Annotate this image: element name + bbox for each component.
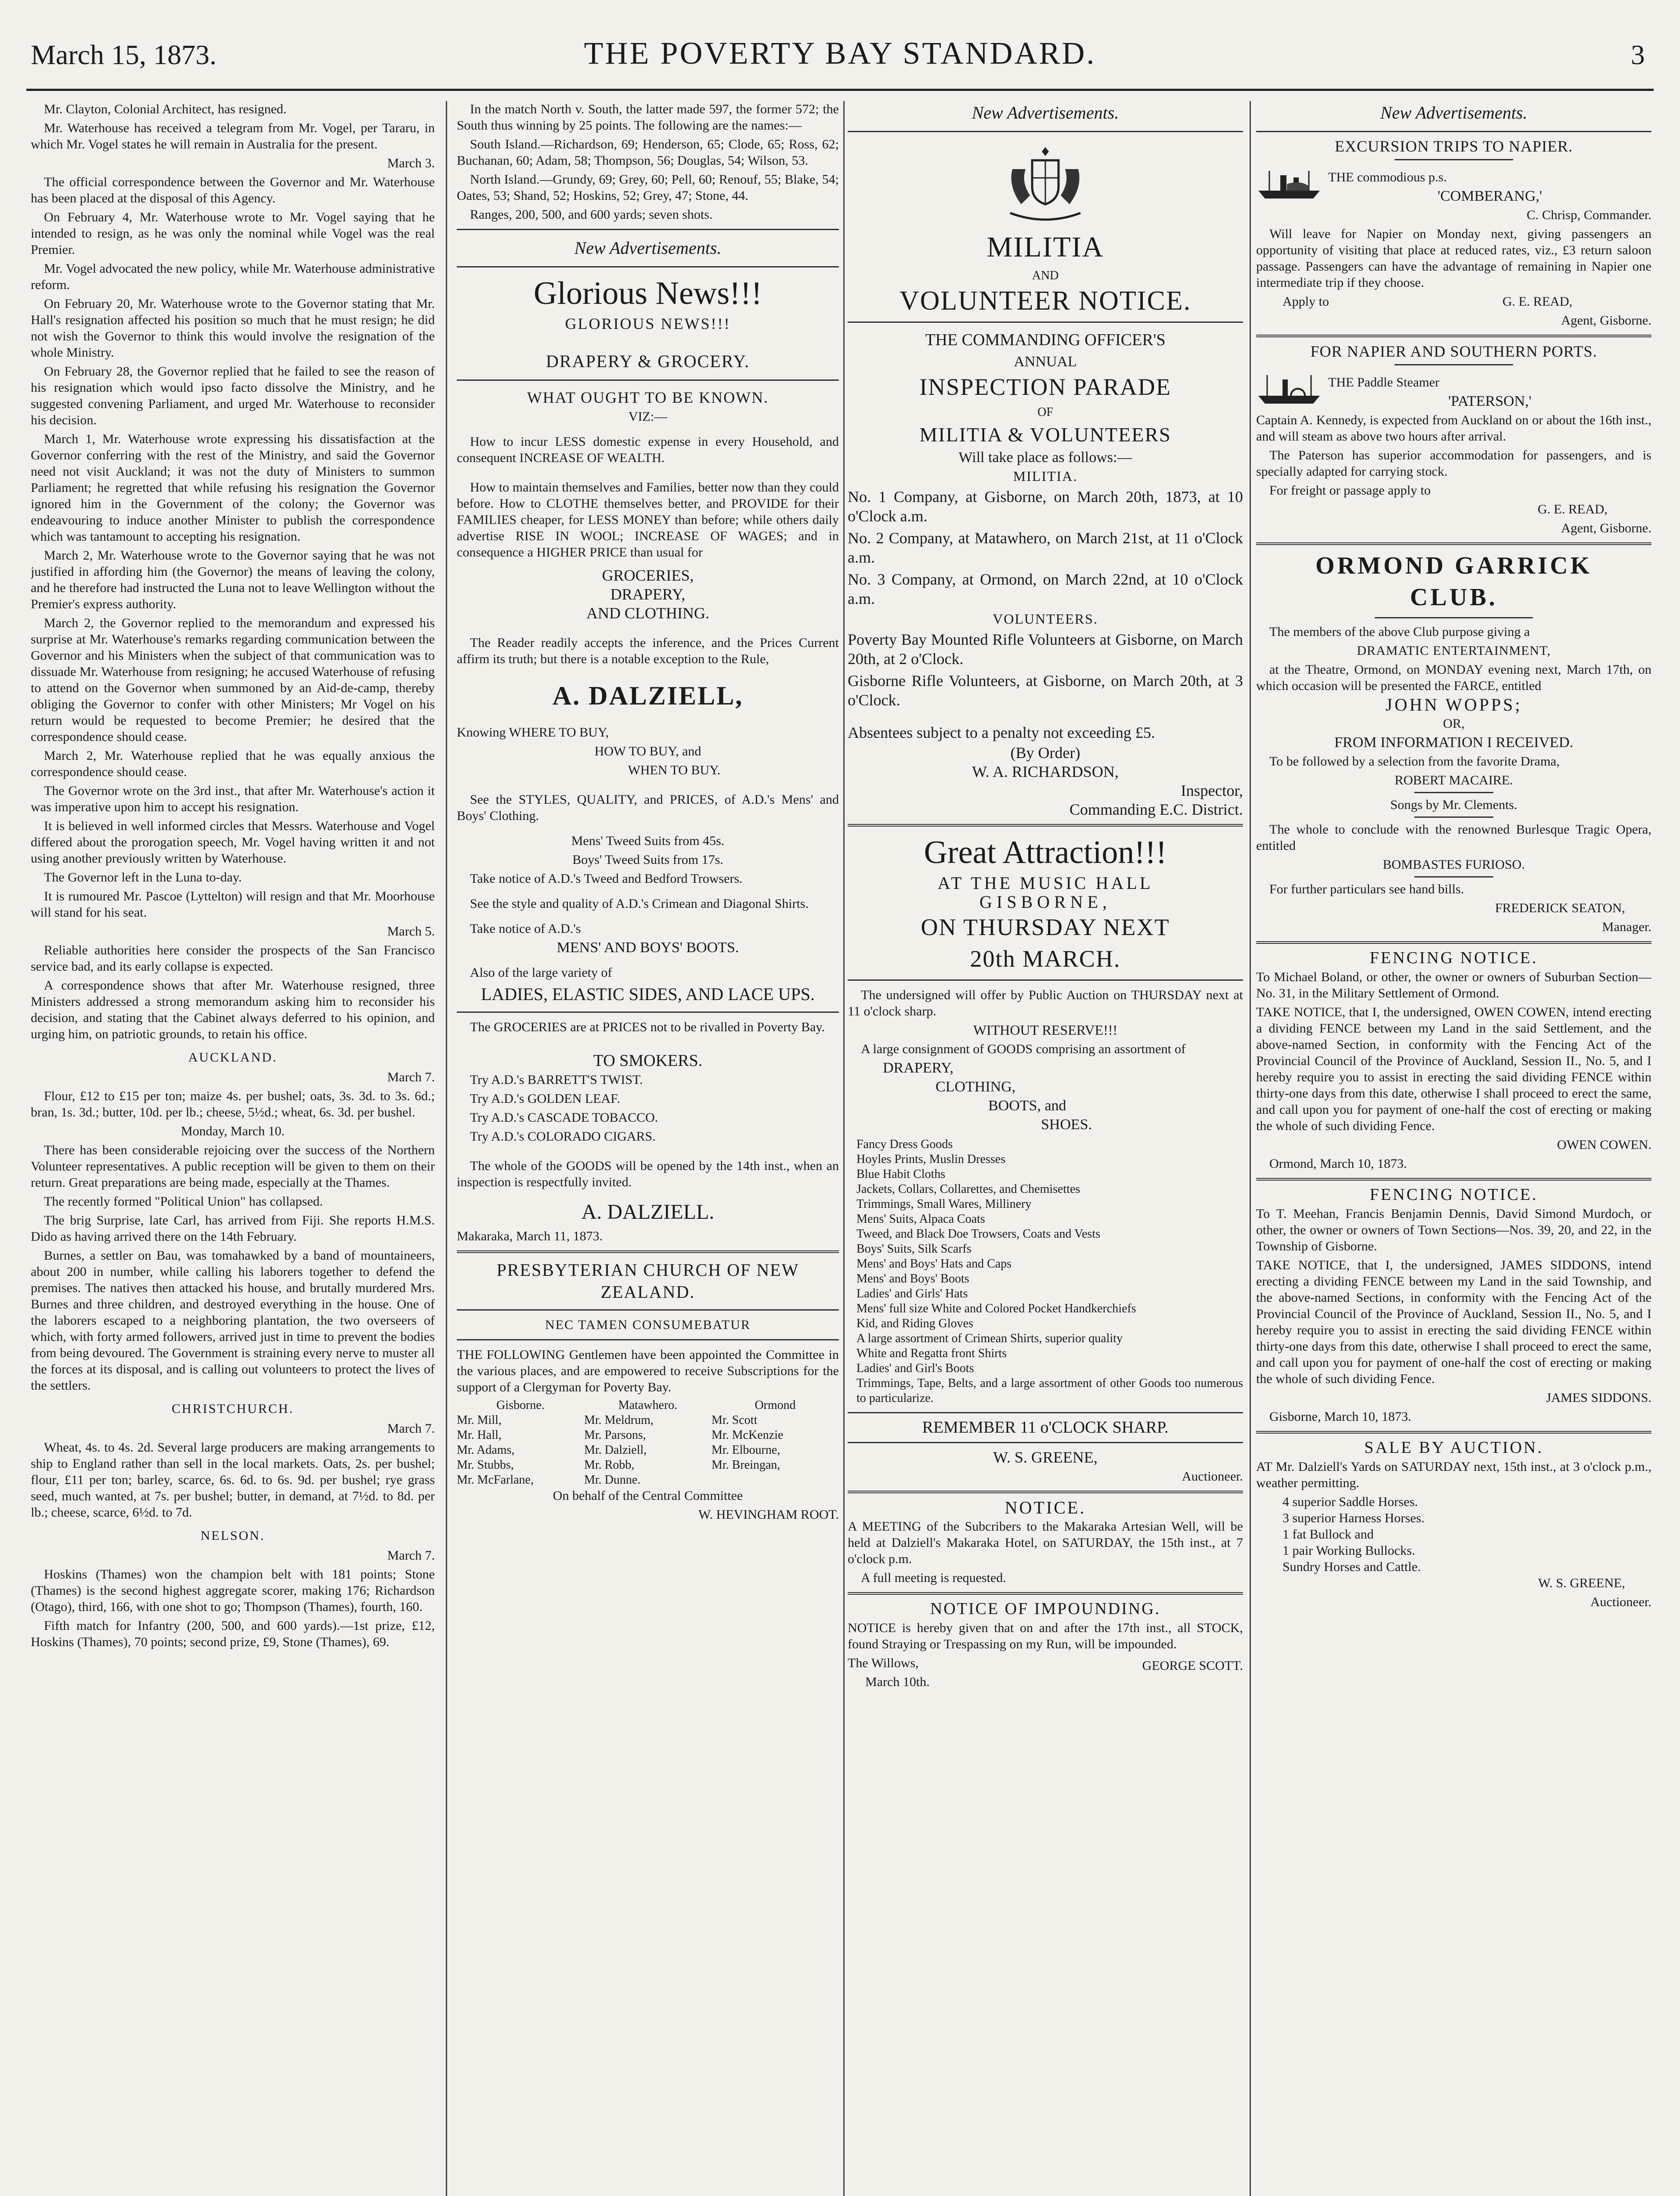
ad-item: BOOTS, and	[988, 1098, 1066, 1114]
ad-text: The members of the above Club purpose giving a	[1269, 625, 1530, 639]
list-item: Ladies' and Girl's Boots	[856, 1362, 974, 1375]
ad-item: Songs by Mr. Clements.	[1390, 798, 1517, 812]
list-item: Trimmings, Small Wares, Millinery	[856, 1197, 1032, 1211]
ad-heading: WHAT OUGHT TO BE KNOWN.	[527, 389, 769, 406]
news-paragraph: North Island.—Grundy, 69; Grey, 60; Pell, 60; Renouf, 55; Blake, 54; Oates, 53; Shand, 52; Hoskins, 52; Grey, 47; Stone, 44.	[457, 172, 839, 203]
list-item: 4 superior Saddle Horses.	[1283, 1495, 1418, 1509]
news-paragraph: Mr. Waterhouse has received a telegram from Mr. Vogel, per Tararu, in which Mr. Vogel states he will remain in Australia for the present.	[31, 121, 435, 152]
livestock-list	[1256, 1494, 1651, 1575]
list-item: 1 pair Working Bullocks.	[1283, 1543, 1416, 1558]
news-paragraph: Ranges, 200, 500, and 600 yards; seven shots.	[470, 207, 713, 222]
notice-heading: MILITIA & VOLUNTEERS	[919, 423, 1171, 446]
committee-member: Mr. Stubbs,	[457, 1458, 514, 1472]
news-paragraph: Reliable authorities here consider the prospects of the San Francisco service bad, and its early collapse is expected.	[31, 943, 435, 974]
list-item: Boys' Suits, Silk Scarfs	[856, 1242, 972, 1256]
impounding-notice	[848, 1600, 1243, 1689]
ad-text: The whole of the GOODS will be opened by the 14th inst., when an inspection is respectfully invited.	[457, 1159, 839, 1189]
notice-heading: NOTICE OF IMPOUNDING.	[930, 1600, 1161, 1618]
notice-text: A MEETING of the Subcribers to the Makaraka Artesian Well, will be held at Dalziell's Makaraka Hotel, on SATURDAY, the 15th inst., at 7 o'clock p.m.	[848, 1519, 1243, 1566]
divider	[457, 1309, 839, 1311]
ad-text: at the Theatre, Ormond, on MONDAY evening next, March 17th, on which occasion will be presented the FARCE, entitled	[1256, 662, 1651, 693]
divider	[1256, 131, 1651, 132]
ship-name: 'PATERSON,'	[1448, 393, 1532, 409]
ad-item: Try A.D.'s COLORADO CIGARS.	[470, 1129, 656, 1144]
list-item: 1 fat Bullock and	[1283, 1527, 1374, 1542]
ad-item: Try A.D.'s CASCADE TOBACCO.	[470, 1110, 658, 1125]
company-parade: No. 2 Company, at Matawhero, on March 21st, at 11 o'Clock a.m.	[848, 529, 1243, 566]
ad-text: Will leave for Napier on Monday next, giving passengers an opportunity of visiting that place at reduced rates, viz., £3 return saloon passage. Passengers can have the advantage of remaining in Napier one intermediate trip if they choose.	[1256, 227, 1651, 290]
notice-signature: W. S. GREENE,	[1538, 1576, 1625, 1590]
well-meeting-notice	[848, 1499, 1243, 1586]
column-4	[1256, 101, 1651, 2196]
news-dateline: March 7.	[387, 1421, 435, 1436]
militia-notice	[848, 138, 1243, 818]
ad-item: DRAPERY,	[883, 1060, 954, 1076]
news-paragraph: It is believed in well informed circles that Messrs. Waterhouse and Vogel differed about the prorogation speech, Mr. Vogel having written it and not using another previously written by Waterhouse.	[31, 819, 435, 866]
ad-signature: Manager.	[1602, 920, 1651, 934]
ad-heading: EXCURSION TRIPS TO NAPIER.	[1334, 137, 1573, 155]
ad-text: C. Chrisp, Commander.	[1526, 208, 1651, 222]
notice-heading: THE COMMANDING OFFICER'S	[925, 331, 1166, 349]
news-paragraph: It is rumoured Mr. Pascoe (Lyttelton) will resign and that Mr. Moorhouse will stand for his seat.	[31, 889, 435, 920]
ad-subheadline: GLORIOUS NEWS!!!	[565, 315, 731, 332]
news-dateline: March 7.	[387, 1070, 435, 1084]
notice-motto: NEC TAMEN CONSUMEBATUR	[545, 1318, 751, 1332]
ad-text: VIZ:—	[628, 409, 668, 424]
notice-place: The Willows,	[848, 1656, 919, 1670]
divider	[848, 824, 1243, 827]
ad-item: SHOES.	[1041, 1116, 1092, 1133]
news-paragraph: The official correspondence between the Governor and Mr. Waterhouse has been placed at the disposal of this Agency.	[31, 175, 435, 206]
ad-heading: REMEMBER 11 o'CLOCK SHARP.	[922, 1418, 1169, 1437]
section-heading-new-ads: New Advertisements.	[972, 103, 1119, 123]
divider	[457, 1011, 839, 1013]
ad-text: The Reader readily accepts the inference, and the Prices Current affirm its truth; but there is a notable exception to the Rule,	[457, 636, 839, 666]
news-paragraph: March 1, Mr. Waterhouse wrote expressing his dissatisfaction at the Governor conferring with the rest of the Ministry, and said the Governor need not visit Auckland; it was not the duty of Ministers to summon Parliament; he regretted that while refusing his resignation the Governor ignored him in the Government of the colony; the Governor was endeavouring to induce another Minister to publish the correspondence which was tantamount to accepting his resignation.	[31, 432, 435, 544]
ad-text: WHEN TO BUY.	[628, 763, 721, 777]
list-item: Hoyles Prints, Muslin Dresses	[856, 1152, 1006, 1166]
committee-place: Matawhero.	[618, 1398, 678, 1412]
ad-text: OR,	[1443, 716, 1465, 731]
news-paragraph: The recently formed "Political Union" has collapsed.	[44, 1194, 323, 1209]
ad-heading: DRAPERY & GROCERY.	[546, 351, 750, 371]
list-item: Blue Habit Cloths	[856, 1167, 946, 1181]
company-parade: No. 1 Company, at Gisborne, on March 20th, 1873, at 10 o'Clock a.m.	[848, 488, 1243, 525]
list-item: Tweed, and Black Doe Trowsers, Coats and Vests	[856, 1227, 1101, 1241]
news-paragraph: Flour, £12 to £15 per ton; maize 4s. per bushel; oats, 3s. 3d. to 3s. 6d.; bran, 1s. 3d.; butter, 10d. per lb.; cheese, 5½d.; wheat, 6s. 3d. per bushel.	[31, 1089, 435, 1120]
divider	[1414, 792, 1493, 793]
news-paragraph: The brig Surprise, late Carl, has arrived from Fiji. She reports H.M.S. Dido as having arrived there on the 14th February.	[31, 1213, 435, 1244]
committee-member: Mr. Adams,	[457, 1443, 515, 1457]
paddle-steamer-icon	[1256, 372, 1322, 407]
notice-signature: Commanding E.C. District.	[1069, 801, 1243, 818]
committee-member: Mr. Hall,	[457, 1428, 502, 1442]
news-dateline: Monday, March 10.	[181, 1124, 285, 1138]
notice-text: OF	[1037, 405, 1053, 419]
ad-text: See the STYLES, QUALITY, and PRICES, of A.D.'s Mens' and Boys' Clothing.	[457, 792, 839, 823]
notice-heading: ANNUAL	[1014, 354, 1077, 370]
section-heading-auckland: AUCKLAND.	[188, 1050, 278, 1065]
notice-text: (By Order)	[1010, 744, 1080, 762]
news-paragraph: March 2, Mr. Waterhouse wrote to the Governor saying that he was not justified in affording him (the Governor) the means of leaving the colony, and he therefore had instructed the Luna not to leave Wellington without the Premier's express authority.	[31, 548, 435, 611]
notice-heading: PRESBYTERIAN CHURCH OF NEW ZEALAND.	[496, 1260, 799, 1302]
ad-text: The Paterson has superior accommodation for passengers, and is specially adapted for carrying stock.	[1256, 448, 1651, 479]
divider	[848, 979, 1243, 981]
list-item: White and Regatta front Shirts	[856, 1347, 1007, 1360]
news-paragraph: In the match North v. South, the latter made 597, the former 572; the South thus winning by 25 points. The following are the names:—	[457, 102, 839, 133]
list-item: Mens' Suits, Alpaca Coats	[856, 1212, 985, 1226]
divider	[1256, 1431, 1651, 1434]
committee-member	[712, 1473, 839, 1488]
ad-text: For freight or passage apply to	[1269, 483, 1431, 498]
notice-heading: FENCING NOTICE.	[1369, 949, 1538, 967]
ad-item: MENS' AND BOYS' BOOTS.	[556, 939, 739, 956]
divider	[457, 379, 839, 381]
ad-text: The GROCERIES are at PRICES not to be rivalled in Poverty Bay.	[470, 1020, 825, 1034]
presbyterian-notice	[457, 1259, 839, 1523]
notice-text: A full meeting is requested.	[861, 1571, 1006, 1585]
notice-text: To Michael Boland, or other, the owner or owners of Suburban Section—No. 31, in the Military Settlement of Ormond.	[1256, 970, 1651, 1000]
fencing-notice-siddons	[1256, 1187, 1651, 1425]
notice-date: Ormond, March 10, 1873.	[1269, 1156, 1407, 1171]
masthead	[0, 0, 1680, 83]
napier-advertisement	[1256, 343, 1651, 536]
notice-signature: JAMES SIDDONS.	[1546, 1391, 1651, 1405]
page-number: 3	[1631, 39, 1645, 70]
ad-item: DRAMATIC ENTERTAINMENT,	[1357, 643, 1551, 658]
committee-member: Mr. McFarlane,	[457, 1473, 534, 1487]
column-3	[848, 101, 1243, 2196]
list-item: Ladies' and Girls' Hats	[856, 1287, 968, 1300]
ad-heading: FOR NAPIER AND SOUTHERN PORTS.	[1310, 343, 1597, 360]
ad-text: Knowing WHERE TO BUY,	[457, 725, 609, 740]
notice-text: To T. Meehan, Francis Benjamin Dennis, David Simond Murdoch, or other, the owner or owners of Town Sections—Nos. 39, 20, and 22, in the Township of Gisborne.	[1256, 1206, 1651, 1253]
ad-item: CLOTHING,	[936, 1079, 1016, 1095]
notice-heading: INSPECTION PARADE	[919, 374, 1171, 400]
divider	[848, 1412, 1243, 1413]
news-paragraph: South Island.—Richardson, 69; Henderson, 65; Clode, 65; Ross, 62; Buchanan, 60; Adam, 58; Thompson, 56; Douglas, 54; Wilson, 53.	[457, 137, 839, 168]
committee-place: Gisborne.	[496, 1398, 545, 1412]
ad-headline: Glorious News!!!	[534, 275, 762, 311]
ad-signature-place: Makaraka, March 11, 1873.	[457, 1229, 603, 1243]
section-heading-new-ads: New Advertisements.	[1380, 103, 1528, 123]
agent-name: G. E. READ,	[1502, 294, 1572, 309]
list-item: Jackets, Collars, Collarettes, and Chemisettes	[856, 1182, 1080, 1196]
list-item: Mens' and Boys' Hats and Caps	[856, 1257, 1012, 1271]
masthead-rule	[26, 89, 1654, 91]
committee-member: Mr. Dalziell,	[584, 1443, 647, 1457]
news-paragraph: Hoskins (Thames) won the champion belt with 181 points; Stone (Thames) is the second highest aggregate scorer, making 176; Richardson (Otago), third, 166, with one shot to go; Thompson (Thames), fourth, 160.	[31, 1567, 435, 1614]
section-heading-new-ads: New Advertisements.	[574, 238, 722, 258]
ad-heading: GISBORNE,	[979, 892, 1112, 912]
notice-text: NOTICE is hereby given that on and after the 17th inst., all STOCK, found Straying or Trespassing on my Run, will be impounded.	[848, 1621, 1243, 1651]
ad-heading: 20th MARCH.	[970, 946, 1121, 972]
column-1-news	[31, 101, 435, 2196]
news-dateline: March 3.	[387, 156, 435, 170]
list-item: Sundry Horses and Cattle.	[1283, 1560, 1421, 1574]
column-divider	[446, 101, 447, 2196]
news-paragraph: There has been considerable rejoicing over the success of the Northern Volunteer representatives. A public reception will be given to them on their return. Great preparations are being made, especially at the Thames.	[31, 1143, 435, 1190]
notice-text: THE FOLLOWING Gentlemen have been appointed the Committee in the various places, and are empowered to receive Subscriptions for the support of a Clergyman for Poverty Bay.	[457, 1347, 839, 1394]
committee-member: Mr. Breingan,	[712, 1458, 780, 1472]
news-paragraph: Mr. Vogel advocated the new policy, while Mr. Waterhouse administrative reform.	[31, 261, 435, 292]
steamship-icon	[1256, 166, 1322, 202]
committee-member: Mr. Elbourne,	[712, 1443, 780, 1457]
royal-coat-of-arms-icon	[997, 138, 1094, 226]
column-divider	[1250, 101, 1251, 2196]
news-dateline: March 5.	[387, 924, 435, 939]
divider	[1256, 335, 1651, 337]
divider	[1414, 876, 1493, 878]
news-dateline: March 7.	[387, 1548, 435, 1563]
notice-text: Absentees subject to a penalty not exceeding £5.	[848, 724, 1155, 741]
ad-text: The whole to conclude with the renowned Burlesque Tragic Opera, entitled	[1256, 822, 1651, 853]
news-paragraph: Fifth match for Infantry (200, 500, and 600 yards).—1st prize, £12, Hoskins (Thames), 70 points; second prize, £9, Stone (Thames), 69.	[31, 1618, 435, 1649]
notice-date: March 10th.	[865, 1675, 930, 1689]
excursion-advertisement	[1256, 138, 1651, 329]
ad-text: THE commodious p.s.	[1328, 170, 1447, 184]
list-item: 3 superior Harness Horses.	[1283, 1511, 1425, 1525]
ad-signature: W. S. GREENE,	[993, 1448, 1098, 1466]
committee-member: Mr. Dunne.	[584, 1473, 641, 1487]
news-paragraph: March 2, the Governor replied to the memorandum and expressed his surprise at Mr. Waterhouse's remarks regarding communication between the Governor and his Ministers when the subject of that communication was to dissuade Mr. Waterhouse from resigning; he accused Waterhouse of refusing to attend on the Governor when summoned by an Aid-de-camp, thereby obliging the Governor to confer with other Ministers; Mr Vogel on his return would be requested to become Premier; he desired that the correspondence should cease.	[31, 616, 435, 744]
ad-heading: ON THURSDAY NEXT	[921, 914, 1170, 940]
divider	[848, 321, 1243, 323]
notice-title: MILITIA	[986, 231, 1104, 263]
notice-text: Will take place as follows:—	[958, 449, 1132, 466]
list-item: Trimmings, Tape, Belts, and a large assortment of other Goods too numerous to particularize.	[856, 1376, 1243, 1405]
news-paragraph: On February 20, Mr. Waterhouse wrote to the Governor stating that Mr. Hall's resignation affected his position so much that he must resign; he did not wish the Governor to think this would involve the resignation of the whole Ministry.	[31, 296, 435, 360]
notice-title: VOLUNTEER NOTICE.	[899, 286, 1192, 316]
news-paragraph: On February 28, the Governor replied that he failed to see the reason of his resignation which would ipso facto dissolve the Ministry, and he suggested convening Parliament, and urged Mr. Waterhouse to reconsider his decision.	[31, 364, 435, 427]
divider	[457, 1250, 839, 1253]
agent-title: Agent, Gisborne.	[1561, 313, 1651, 328]
notice-signature: GEORGE SCOTT.	[1142, 1658, 1243, 1673]
ad-item: DRAPERY,	[610, 585, 686, 603]
ad-price: Mens' Tweed Suits from 45s.	[571, 834, 725, 848]
column-divider	[843, 101, 845, 2196]
list-item: Fancy Dress Goods	[856, 1138, 953, 1151]
divider	[848, 1491, 1243, 1493]
notice-signature: OWEN COWEN.	[1557, 1138, 1651, 1152]
divider	[457, 229, 839, 230]
play-title: FROM INFORMATION I RECEIVED.	[1334, 734, 1574, 751]
notice-subheading: VOLUNTEERS.	[993, 611, 1098, 627]
list-item: Mens' full size White and Colored Pocket Handkerchiefs	[856, 1302, 1136, 1315]
ad-text: See the style and quality of A.D.'s Crimean and Diagonal Shirts.	[470, 896, 809, 911]
divider	[848, 131, 1243, 132]
divider	[1375, 617, 1533, 618]
ad-text: Captain A. Kennedy, is expected from Auckland on or about the 16th inst., and will steam as above two hours after arrival.	[1256, 413, 1651, 444]
notice-signature: W. A. RICHARDSON,	[972, 763, 1119, 780]
ad-signature: A. DALZIELL.	[581, 1200, 715, 1224]
agent-name: G. E. READ,	[1537, 502, 1608, 516]
ad-text: THE Paddle Steamer	[1328, 375, 1440, 390]
notice-text: On behalf of the Central Committee	[553, 1488, 743, 1503]
section-heading-nelson: NELSON.	[200, 1528, 265, 1543]
news-paragraph: On February 4, Mr. Waterhouse wrote to Mr. Vogel saying that he intended to resign, as he was only the nominal while Vogel was the real Premier.	[31, 210, 435, 257]
ad-text: Also of the large variety of	[470, 965, 612, 980]
play-title: BOMBASTES FURIOSO.	[1383, 857, 1525, 872]
ad-text: Take notice of A.D.'s	[470, 921, 581, 936]
ad-item: AND CLOTHING.	[586, 604, 709, 622]
notice-heading: NOTICE.	[1004, 1498, 1086, 1517]
ad-signature: Auctioneer.	[1181, 1469, 1243, 1484]
ad-price: Boys' Tweed Suits from 17s.	[572, 852, 723, 867]
notice-signature: W. HEVINGHAM ROOT.	[698, 1507, 839, 1522]
list-item: Mens' and Boys' Boots	[856, 1272, 969, 1286]
ad-text: How to maintain themselves and Families, better now than they could before. How to CLOTHE themselves better, and PROVIDE for their FAMILIES cheaper, for LESS MONEY than before; while others daily advertise RISE IN WOOL; INCREASE OF WAGES; and in consequence a HIGHER PRICE than usual for	[457, 480, 839, 560]
news-paragraph: Mr. Clayton, Colonial Architect, has resigned.	[44, 102, 287, 116]
divider	[1256, 542, 1651, 545]
auction-advertisement	[848, 833, 1243, 1484]
ad-item: GROCERIES,	[602, 567, 694, 584]
ad-text: The undersigned will offer by Public Auction on THURSDAY next at 11 o'clock sharp.	[848, 988, 1243, 1019]
ad-headline: CLUB.	[1410, 584, 1498, 611]
notice-heading: FENCING NOTICE.	[1369, 1185, 1538, 1204]
committee-member: Mr. Parsons,	[584, 1428, 646, 1442]
divider	[848, 1592, 1243, 1595]
divider	[1256, 1178, 1651, 1181]
ad-heading: TO SMOKERS.	[593, 1051, 703, 1070]
committee-member: Mr. Robb,	[584, 1458, 635, 1472]
notice-text: AND	[1032, 269, 1059, 282]
fencing-notice-cowen	[1256, 950, 1651, 1172]
ad-item: LADIES, ELASTIC SIDES, AND LACE UPS.	[481, 984, 815, 1004]
committee-member: Mr. McKenzie	[712, 1428, 784, 1442]
list-item: Kid, and Riding Gloves	[856, 1317, 973, 1330]
ad-text: A large consignment of GOODS comprising an assortment of	[861, 1042, 1186, 1056]
notice-signature: Auctioneer.	[1590, 1595, 1651, 1609]
volunteer-parade: Poverty Bay Mounted Rifle Volunteers at Gisborne, on March 20th, at 2 o'Clock.	[848, 631, 1243, 668]
ad-text: For further particulars see hand bills.	[1269, 882, 1464, 896]
ad-text: Take notice of A.D.'s Tweed and Bedford Trowsers.	[470, 871, 743, 886]
news-paragraph: The Governor left in the Luna to-day.	[44, 870, 242, 885]
news-paragraph: A correspondence shows that after Mr. Waterhouse resigned, three Ministers addressed a strong memorandum asking him to reconsider his decision, and stating that the Cabinet always deferred to his opinion, and urging him, on patriotic grounds, to retain his office.	[31, 978, 435, 1041]
sale-by-auction-notice	[1256, 1440, 1651, 1610]
divider	[1395, 159, 1513, 160]
committee-place: Ormond	[755, 1398, 796, 1412]
ad-signature: FREDERICK SEATON,	[1495, 901, 1625, 915]
ad-headline: ORMOND GARRICK	[1315, 552, 1592, 579]
newspaper-title: THE POVERTY BAY STANDARD.	[584, 36, 1096, 71]
ad-text: WITHOUT RESERVE!!!	[973, 1022, 1118, 1038]
divider	[848, 1442, 1243, 1443]
ad-item: Try A.D.'s GOLDEN LEAF.	[470, 1091, 620, 1106]
news-paragraph: Wheat, 4s. to 4s. 2d. Several large producers are making arrangements to ship to England rather than sell in the local markets. Oats, 2s. per bushel; flour, £11 per ton; barley, scarce, 6s. 6d. to 6s. 9d. per bushel; rye grass seed, much wanted, at 7s. per bushel; butter, in demand, at 7½d. to 8d. per lb.; cheese, scarce, 6½d. to 7d.	[31, 1440, 435, 1520]
ad-text: HOW TO BUY, and	[594, 744, 701, 758]
dalziell-advertisement	[457, 274, 839, 1244]
news-paragraph: Burnes, a settler on Bau, was tomahawked by a band of mountaineers, about 200 in number, while calling his laborers together to defend the premises. The natives then attacked his house, and brutally murdered Mrs. Burnes and three children, and destroyed everything in the house. One of the laborers escaped to a neighboring plantation, the two overseers of which, with forty armed followers, arrived just in time to prevent the bodies from being devoured. The Government is straining every nerve to muster all the forces at its disposal, and is calling out volunteers to protect the lives of the settlers.	[31, 1248, 435, 1393]
committee-member: Mr. Mill,	[457, 1413, 502, 1427]
divider	[457, 1339, 839, 1340]
notice-text: TAKE NOTICE, that I, the undersigned, OWEN COWEN, intend erecting a dividing FENCE between my Land in the said Settlement, and the above-named Section, in conformity with the Fencing Act of the Provincial Council of the Province of Auckland, Session II., No. 5, and I hereby require you to assist in erecting the said dividing FENCE within thirty-one days from this date, otherwise I shall proceed to erect the same, and call upon you for payment of one-half the cost of erecting or making the whole of such dividing Fence.	[1256, 1005, 1651, 1133]
committee-member: Mr. Scott	[712, 1413, 758, 1427]
notice-date: Gisborne, March 10, 1873.	[1269, 1409, 1412, 1424]
notice-signature: Inspector,	[1181, 782, 1243, 799]
company-parade: No. 3 Company, at Ormond, on March 22nd, at 10 o'Clock a.m.	[848, 571, 1243, 607]
divider	[1395, 364, 1513, 365]
ad-headline: Great Attraction!!!	[924, 834, 1167, 870]
committee-member: Mr. Meldrum,	[584, 1413, 654, 1427]
ship-name: 'COMBERANG,'	[1438, 188, 1542, 204]
column-2	[457, 101, 839, 2196]
garrick-club-advertisement	[1256, 551, 1651, 935]
news-paragraph: The Governor wrote on the 3rd inst., that after Mr. Waterhouse's action it was imperative upon him to accept his resignation.	[31, 784, 435, 814]
agent-title: Agent, Gisborne.	[1561, 521, 1651, 535]
committee-table	[457, 1398, 839, 1488]
play-title: JOHN WOPPS;	[1385, 695, 1522, 715]
news-paragraph: March 2, Mr. Waterhouse replied that he was equally anxious the correspondence should cease.	[31, 748, 435, 779]
ad-item: Try A.D.'s BARRETT'S TWIST.	[470, 1073, 643, 1087]
notice-heading: SALE BY AUCTION.	[1364, 1438, 1543, 1457]
volunteer-parade: Gisborne Rifle Volunteers, at Gisborne, on March 20th, at 3 o'Clock.	[848, 672, 1243, 709]
divider	[1256, 941, 1651, 944]
notice-subheading: MILITIA.	[1013, 468, 1078, 484]
goods-list	[848, 1137, 1243, 1406]
ad-text: To be followed by a selection from the favorite Drama,	[1269, 754, 1560, 769]
section-heading-christchurch: CHRISTCHURCH.	[171, 1401, 294, 1416]
advertiser-name: A. DALZIELL,	[552, 681, 744, 710]
divider	[1414, 816, 1493, 818]
ad-text: How to incur LESS domestic expense in every Household, and consequent INCREASE OF WEALTH.	[457, 434, 839, 465]
play-title: ROBERT MACAIRE.	[1395, 773, 1513, 787]
notice-text: AT Mr. Dalziell's Yards on SATURDAY next, 15th inst., at 3 o'clock p.m., weather permitting.	[1256, 1459, 1651, 1490]
list-item: A large assortment of Crimean Shirts, superior quality	[856, 1332, 1123, 1345]
notice-text: TAKE NOTICE, that I, the undersigned, JAMES SIDDONS, intend erecting a dividing FENCE between my Land in the said Township, and the above-named Sections, in conformity with the Fencing Act of the Provincial Council of the Province of Auckland, Session II., No. 5, and I hereby require you to assist in erecting the said dividing FENCE within thirty-one days from this date, otherwise I shall proceed to erect the same, and call upon you for payment of one-half the cost of erecting or making the whole of such dividing Fence.	[1256, 1258, 1651, 1386]
divider	[457, 266, 839, 267]
ad-heading: AT THE MUSIC HALL	[937, 873, 1153, 893]
ad-text: Apply to	[1283, 294, 1329, 309]
issue-date: March 15, 1873.	[31, 39, 217, 70]
